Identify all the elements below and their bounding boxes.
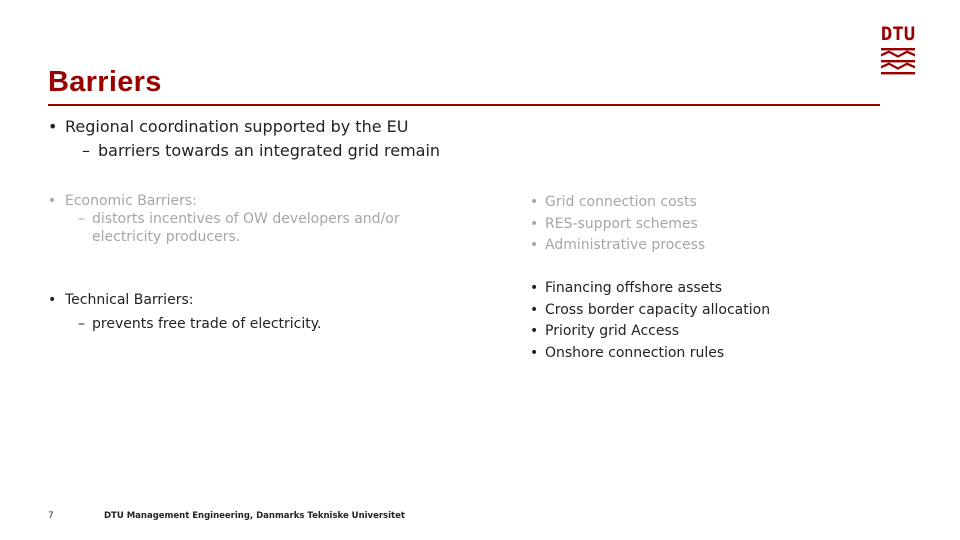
economic-label: • Economic Barriers: (48, 192, 400, 210)
list-item: • Cross border capacity allocation (530, 300, 770, 322)
footer-text: DTU Management Engineering, Danmarks Tekniske Universitet (104, 511, 405, 521)
list-item: • Administrative process (530, 235, 705, 257)
page-number: 7 (48, 511, 54, 521)
list-item: • Financing offshore assets (530, 278, 770, 300)
intro-sub-bullet: – barriers towards an integrated grid remain (48, 139, 440, 163)
economic-sub-line1: distorts incentives of OW developers and/or (92, 211, 400, 227)
title-divider (48, 104, 880, 106)
intro-bullet: • Regional coordination supported by the EU (48, 115, 440, 139)
economic-items-list (530, 192, 705, 257)
economic-sub-line2: electricity producers. (92, 229, 241, 245)
list-item: • Grid connection costs (530, 192, 705, 214)
list-item: • RES-support schemes (530, 214, 705, 236)
list-item: • Priority grid Access (530, 321, 770, 343)
technical-sub-bullet: – prevents free trade of electricity. (48, 315, 322, 333)
economic-sub-bullet (48, 210, 400, 246)
technical-barriers (48, 291, 322, 333)
economic-barriers (48, 192, 400, 246)
slide-title: Barriers (48, 66, 162, 98)
technical-items-list (530, 278, 770, 364)
dtu-logo-icon (878, 20, 918, 78)
logo-text: DTU (880, 23, 916, 45)
list-item: • Onshore connection rules (530, 343, 770, 365)
technical-label: • Technical Barriers: (48, 291, 322, 309)
intro-bullets (48, 115, 440, 163)
